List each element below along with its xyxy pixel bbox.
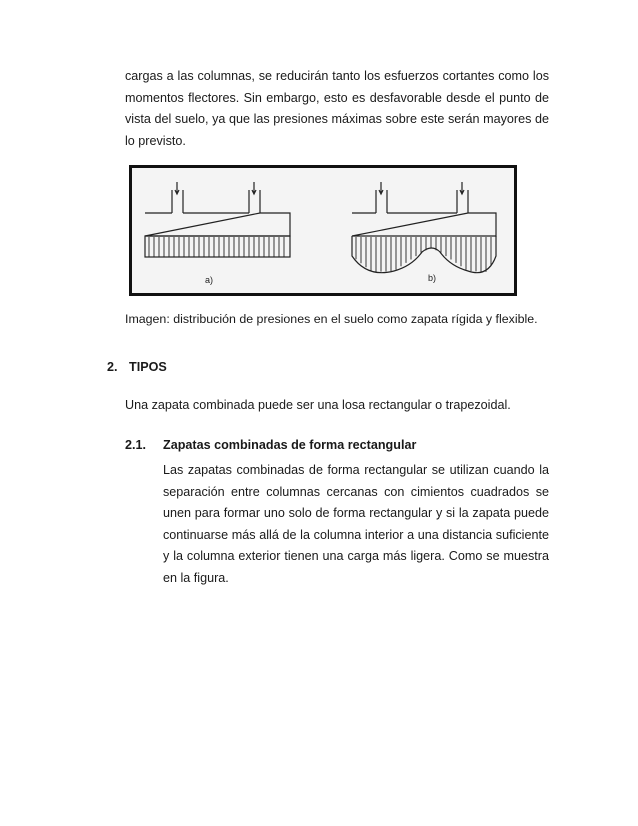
figure-label-b: b) bbox=[428, 273, 437, 283]
figure-caption: Imagen: distribución de presiones en el suelo como zapata rígida y flexible. bbox=[125, 312, 538, 326]
subsection-body: Las zapatas combinadas de forma rectangular se utilizan cuando la separación entre columnas cercanas con cimientos cuadrados se unen para formar uno solo de forma rectangular y si la zapata puede continuarse más allá de la columna interior a una distancia suficiente y la columna exterior tienen una carga más ligera. Como se muestra en la figura. bbox=[163, 463, 549, 585]
intro-paragraph: cargas a las columnas, se reducirán tanto los esfuerzos cortantes como los momentos flectores. Sin embargo, esto es desfavorable desde el punto de vista del suelo, ya que las presiones máximas sobre este serán mayores de lo previsto. bbox=[125, 69, 549, 148]
subsection-title: Zapatas combinadas de forma rectangular bbox=[163, 438, 417, 452]
subsection-number: 2.1. bbox=[125, 438, 147, 452]
footing-diagram bbox=[132, 168, 514, 293]
section-intro: Una zapata combinada puede ser una losa rectangular o trapezoidal. bbox=[125, 398, 511, 412]
section-heading bbox=[107, 360, 167, 374]
rigid-footing-diagram bbox=[145, 182, 290, 257]
flexible-footing-diagram bbox=[352, 182, 496, 273]
subsection-heading bbox=[125, 438, 416, 452]
section-number: 2. bbox=[107, 360, 118, 374]
figure-label-a: a) bbox=[205, 275, 214, 285]
pressure-distribution-figure bbox=[129, 165, 517, 296]
section-title: TIPOS bbox=[129, 360, 167, 374]
